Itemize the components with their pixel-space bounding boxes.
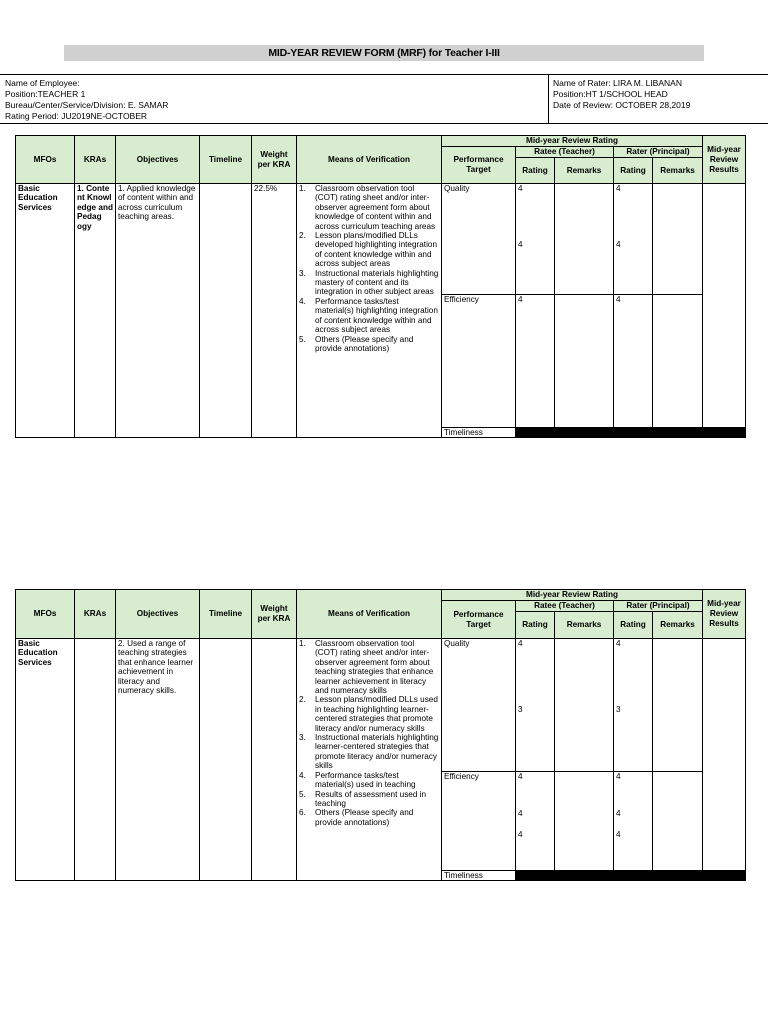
review-table-1 — [15, 135, 746, 438]
form-title: MID-YEAR REVIEW FORM (MRF) for Teacher I-III — [64, 45, 704, 61]
header-mov: Means of Verification — [297, 136, 442, 184]
target-quality: Quality — [442, 639, 516, 772]
mov-item: 1. Classroom observation tool (COT) rating sheet and/or inter-observer agreement form about knowledge of content within and across curriculum teaching areas — [299, 184, 436, 231]
rater-info-right — [553, 78, 690, 111]
target-efficiency: Efficiency — [442, 295, 516, 428]
kra-cell: 1. Conte nt Knowl edge and Pedag ogy — [75, 184, 116, 438]
ratee-rating-efficiency: 4 — [516, 295, 555, 428]
header-results: Mid-year Review Results — [703, 590, 746, 639]
header-ratee: Ratee (Teacher) — [516, 147, 614, 158]
mov-item: 6. Others (Please specify and provide annotations) — [299, 808, 414, 827]
header-ratee-rating: Rating — [516, 612, 555, 639]
mov-item: 4. Performance tasks/test material(s) used in teaching — [299, 770, 416, 790]
weight-cell — [252, 639, 297, 881]
mov-item: 3. Instructional materials highlighting mastery of content and its integration in other subject areas — [299, 268, 439, 297]
timeline-cell — [200, 639, 252, 881]
ratee-rating-quality: 4 3 — [516, 639, 555, 772]
kra-cell — [75, 639, 116, 881]
employee-bureau: Bureau/Center/Service/Division: E. SAMAR — [5, 100, 169, 110]
ratee-rating-quality: 4 4 — [516, 184, 555, 295]
employee-position: Position:TEACHER 1 — [5, 89, 86, 99]
rater-position: Position:HT 1/SCHOOL HEAD — [553, 89, 668, 99]
header-rater-remarks: Remarks — [653, 158, 703, 184]
target-timeliness: Timeliness — [442, 428, 516, 438]
review-table-2 — [15, 589, 746, 881]
header-objectives: Objectives — [116, 136, 200, 184]
info-divider — [548, 75, 549, 123]
rater-rating-quality: 4 3 — [614, 639, 653, 772]
header-target: Performance Target — [442, 147, 516, 184]
results-cell — [703, 639, 746, 871]
mfo-cell: Basic Education Services — [16, 639, 75, 881]
ratee-remarks-quality — [555, 639, 614, 772]
rater-rating-efficiency: 4 — [614, 295, 653, 428]
header-weight: Weight per KRA — [252, 136, 297, 184]
mfo-cell: Basic Education Services — [16, 184, 75, 438]
ratee-remarks-efficiency — [555, 295, 614, 428]
employee-name: Name of Employee: — [5, 78, 80, 88]
rater-remarks-quality — [653, 639, 703, 772]
header-objectives: Objectives — [116, 590, 200, 639]
mov-item: 1. Classroom observation tool (COT) rating sheet and/or inter-observer agreement form about teaching strategies that enhance learner achievement in literacy and numeracy skills — [299, 639, 434, 696]
target-efficiency: Efficiency — [442, 772, 516, 871]
header-rater-rating: Rating — [614, 612, 653, 639]
mov-cell — [297, 639, 442, 881]
mov-item: 3. Instructional materials highlighting learner-centered strategies that promote literacy and/or numeracy skills — [299, 733, 439, 771]
target-quality: Quality — [442, 184, 516, 295]
mov-cell — [297, 184, 442, 438]
review-date: Date of Review: OCTOBER 28,2019 — [553, 100, 691, 110]
ratee-rating-efficiency: 4 4 4 — [516, 772, 555, 871]
objective-cell: 1. Applied knowledge of content within and across curriculum teaching areas. — [116, 184, 200, 438]
timeliness-shaded — [516, 428, 746, 438]
rater-rating-efficiency: 4 4 4 — [614, 772, 653, 871]
header-rater-rating: Rating — [614, 158, 653, 184]
header-target: Performance Target — [442, 601, 516, 639]
header-rater: Rater (Principal) — [614, 601, 703, 612]
header-ratee-remarks: Remarks — [555, 612, 614, 639]
header-ratee-remarks: Remarks — [555, 158, 614, 184]
ratee-remarks-quality — [555, 184, 614, 295]
timeline-cell — [200, 184, 252, 438]
header-rater-remarks: Remarks — [653, 612, 703, 639]
header-midyear-rating: Mid-year Review Rating — [442, 590, 703, 601]
header-ratee: Ratee (Teacher) — [516, 601, 614, 612]
rater-remarks-quality — [653, 184, 703, 295]
rater-remarks-efficiency — [653, 772, 703, 871]
header-kras: KRAs — [75, 590, 116, 639]
target-timeliness: Timeliness — [442, 871, 516, 881]
header-mov: Means of Verification — [297, 590, 442, 639]
mov-item: 2. Lesson plans/modified DLLs used in teaching highlighting learner-centered strategies that promote literacy and/or numeracy skills — [299, 695, 438, 733]
rater-name: Name of Rater: LIRA M. LIBANAN — [553, 78, 682, 88]
header-timeline: Timeline — [200, 590, 252, 639]
mov-item: 5. Others (Please specify and provide annotations) — [299, 334, 414, 353]
header-weight: Weight per KRA — [252, 590, 297, 639]
header-mfos: MFOs — [16, 590, 75, 639]
header-timeline: Timeline — [200, 136, 252, 184]
header-midyear-rating: Mid-year Review Rating — [442, 136, 703, 147]
employee-info-left — [5, 78, 168, 122]
results-cell — [703, 184, 746, 428]
header-rater: Rater (Principal) — [614, 147, 703, 158]
rater-remarks-efficiency — [653, 295, 703, 428]
header-results: Mid-year Review Results — [703, 136, 746, 184]
mov-item: 5. Results of assessment used in teaching — [299, 789, 427, 808]
header-kras: KRAs — [75, 136, 116, 184]
mov-list — [299, 639, 439, 827]
mov-item: 2. Lesson plans/modified DLLs developed highlighting integration of content knowledge within and across subject areas — [299, 231, 437, 269]
rater-rating-quality: 4 4 — [614, 184, 653, 295]
mov-list — [299, 184, 439, 353]
objective-cell: 2. Used a range of teaching strategies that enhance learner achievement in literacy and numeracy skills. — [116, 639, 200, 881]
mov-item: 4. Performance tasks/test material(s) highlighting integration of content knowledge within and across subject areas — [299, 296, 438, 335]
employee-info-block — [0, 74, 768, 124]
weight-cell: 22.5% — [252, 184, 297, 438]
header-ratee-rating: Rating — [516, 158, 555, 184]
header-mfos: MFOs — [16, 136, 75, 184]
rating-period: Rating Period: JU2019NE-OCTOBER — [5, 111, 148, 121]
ratee-remarks-efficiency — [555, 772, 614, 871]
timeliness-shaded — [516, 871, 746, 881]
